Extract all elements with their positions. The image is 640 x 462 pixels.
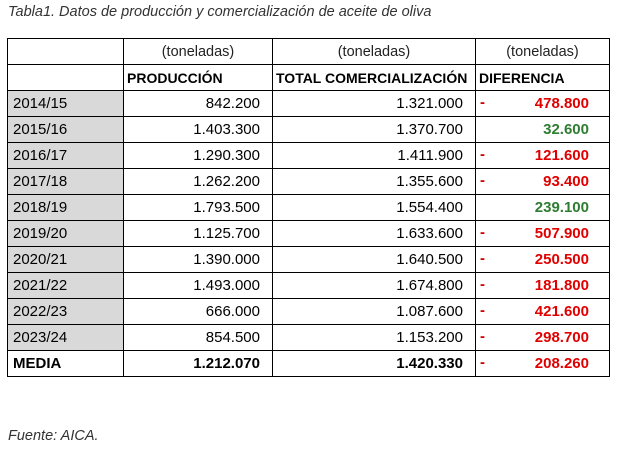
mean-row bbox=[8, 351, 610, 377]
table-row bbox=[8, 195, 610, 221]
year-cell: 2018/19 bbox=[8, 195, 124, 221]
diferencia-value: 298.700 bbox=[534, 329, 589, 346]
table-row bbox=[8, 273, 610, 299]
negative-sign: - bbox=[480, 224, 485, 241]
produccion-cell: 1.290.300 bbox=[124, 143, 273, 169]
year-cell: 2022/23 bbox=[8, 299, 124, 325]
header-row bbox=[8, 65, 610, 91]
diferencia-cell bbox=[476, 273, 610, 299]
negative-sign: - bbox=[480, 172, 485, 189]
diferencia-value: 239.100 bbox=[534, 199, 589, 216]
diferencia-value: 93.400 bbox=[543, 173, 589, 190]
negative-sign: - bbox=[480, 276, 485, 293]
produccion-cell: 842.200 bbox=[124, 91, 273, 117]
negative-sign: - bbox=[480, 328, 485, 345]
year-cell: 2016/17 bbox=[8, 143, 124, 169]
negative-sign: - bbox=[480, 146, 485, 163]
negative-sign: - bbox=[480, 354, 485, 371]
source-note: Fuente: AICA. bbox=[8, 428, 99, 444]
comercializacion-cell: 1.321.000 bbox=[273, 91, 476, 117]
negative-sign: - bbox=[480, 94, 485, 111]
year-cell: 2021/22 bbox=[8, 273, 124, 299]
diferencia-value: 32.600 bbox=[543, 121, 589, 138]
header-comercializacion: TOTAL COMERCIALIZACIÓN bbox=[273, 65, 476, 91]
units-row bbox=[8, 39, 610, 65]
year-cell: 2014/15 bbox=[8, 91, 124, 117]
diferencia-value: 421.600 bbox=[534, 303, 589, 320]
produccion-cell: 1.390.000 bbox=[124, 247, 273, 273]
table-caption: Tabla1. Datos de producción y comercialización de aceite de oliva bbox=[8, 4, 432, 20]
unit-diferencia: (toneladas) bbox=[476, 39, 610, 65]
diferencia-value: 121.600 bbox=[534, 147, 589, 164]
header-diferencia: DIFERENCIA bbox=[476, 65, 610, 91]
unit-produccion: (toneladas) bbox=[124, 39, 273, 65]
comercializacion-cell: 1.087.600 bbox=[273, 299, 476, 325]
comercializacion-cell: 1.153.200 bbox=[273, 325, 476, 351]
produccion-cell: 1.403.300 bbox=[124, 117, 273, 143]
year-cell: 2020/21 bbox=[8, 247, 124, 273]
header-produccion: PRODUCCIÓN bbox=[124, 65, 273, 91]
produccion-cell: 854.500 bbox=[124, 325, 273, 351]
negative-sign: - bbox=[480, 250, 485, 267]
table-row bbox=[8, 247, 610, 273]
produccion-cell: 666.000 bbox=[124, 299, 273, 325]
comercializacion-cell: 1.355.600 bbox=[273, 169, 476, 195]
produccion-cell: 1.125.700 bbox=[124, 221, 273, 247]
diferencia-value: 181.800 bbox=[534, 277, 589, 294]
diferencia-cell bbox=[476, 221, 610, 247]
diferencia-cell bbox=[476, 143, 610, 169]
table-row bbox=[8, 325, 610, 351]
produccion-cell: 1.793.500 bbox=[124, 195, 273, 221]
negative-sign: - bbox=[480, 302, 485, 319]
mean-produccion-cell: 1.212.070 bbox=[124, 351, 273, 377]
produccion-cell: 1.493.000 bbox=[124, 273, 273, 299]
comercializacion-cell: 1.640.500 bbox=[273, 247, 476, 273]
comercializacion-cell: 1.633.600 bbox=[273, 221, 476, 247]
diferencia-cell bbox=[476, 351, 610, 377]
year-cell: 2019/20 bbox=[8, 221, 124, 247]
diferencia-cell bbox=[476, 169, 610, 195]
table-row bbox=[8, 169, 610, 195]
table-row bbox=[8, 117, 610, 143]
comercializacion-cell: 1.411.900 bbox=[273, 143, 476, 169]
year-cell: 2015/16 bbox=[8, 117, 124, 143]
table-row bbox=[8, 221, 610, 247]
corner-cell bbox=[8, 65, 124, 91]
comercializacion-cell: 1.370.700 bbox=[273, 117, 476, 143]
diferencia-cell bbox=[476, 195, 610, 221]
diferencia-cell bbox=[476, 247, 610, 273]
olive-oil-table bbox=[7, 38, 610, 377]
comercializacion-cell: 1.554.400 bbox=[273, 195, 476, 221]
table-row bbox=[8, 91, 610, 117]
diferencia-cell bbox=[476, 91, 610, 117]
mean-comercializacion-cell: 1.420.330 bbox=[273, 351, 476, 377]
year-cell: 2017/18 bbox=[8, 169, 124, 195]
produccion-cell: 1.262.200 bbox=[124, 169, 273, 195]
mean-label-cell: MEDIA bbox=[8, 351, 124, 377]
diferencia-cell bbox=[476, 325, 610, 351]
corner-cell bbox=[8, 39, 124, 65]
diferencia-cell bbox=[476, 117, 610, 143]
year-cell: 2023/24 bbox=[8, 325, 124, 351]
table-row bbox=[8, 143, 610, 169]
comercializacion-cell: 1.674.800 bbox=[273, 273, 476, 299]
diferencia-value: 208.260 bbox=[534, 355, 589, 372]
unit-comercializacion: (toneladas) bbox=[273, 39, 476, 65]
diferencia-value: 507.900 bbox=[534, 225, 589, 242]
diferencia-value: 250.500 bbox=[534, 251, 589, 268]
diferencia-cell bbox=[476, 299, 610, 325]
table-row bbox=[8, 299, 610, 325]
diferencia-value: 478.800 bbox=[534, 95, 589, 112]
